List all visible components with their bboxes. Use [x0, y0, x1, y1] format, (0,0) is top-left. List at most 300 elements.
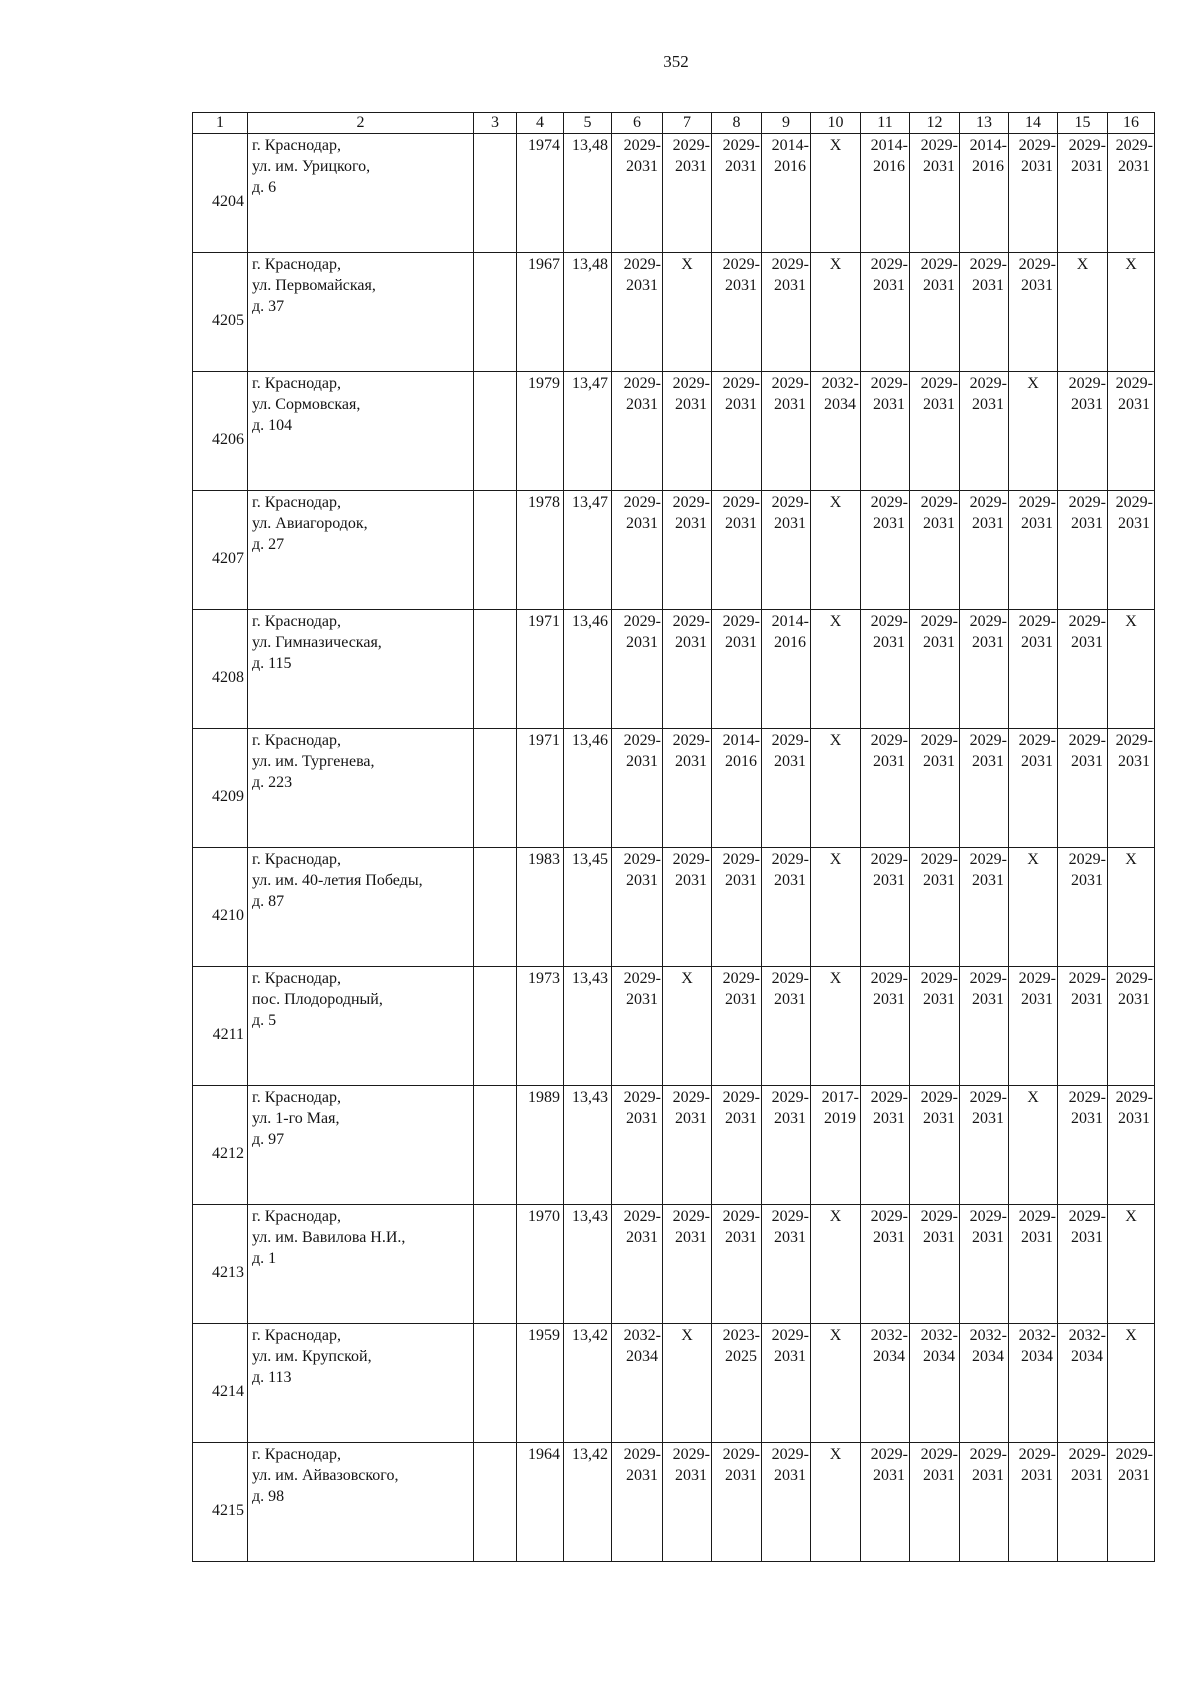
period-cell-col10 — [811, 1324, 861, 1443]
period-cell-col13 — [960, 1086, 1009, 1205]
value-cell: 13,42 — [564, 1324, 612, 1443]
year-cell: 1971 — [517, 729, 564, 848]
period-cell-col10 — [811, 372, 861, 491]
period-start: 2023- — [722, 1327, 760, 1344]
period-cell-col13 — [960, 253, 1009, 372]
row-id-cell — [193, 1324, 248, 1443]
period-start: 2029- — [920, 137, 958, 154]
period-cell-col12 — [910, 848, 960, 967]
period-start: Х — [1076, 256, 1089, 273]
period-end: 2031 — [774, 514, 806, 532]
period-end: 2031 — [923, 871, 955, 889]
column-header-3: 3 — [474, 113, 517, 134]
col3-cell — [474, 134, 517, 253]
period-cell-col11 — [861, 491, 910, 610]
year-cell: 1971 — [517, 610, 564, 729]
period-cell-col7 — [663, 610, 712, 729]
period-cell-col11 — [861, 729, 910, 848]
address-cell — [248, 848, 474, 967]
address-line: г. Краснодар, — [252, 256, 341, 273]
value-cell: 13,43 — [564, 1086, 612, 1205]
period-end: 2031 — [923, 276, 955, 294]
row-id-cell — [193, 253, 248, 372]
period-start: 2029- — [771, 851, 809, 868]
period-cell-col13 — [960, 729, 1009, 848]
period-cell-col7 — [663, 1086, 712, 1205]
period-start: 2029- — [969, 1208, 1007, 1225]
address-line: д. 5 — [252, 1011, 277, 1029]
period-cell-col7 — [663, 1205, 712, 1324]
period-end: 2031 — [725, 395, 757, 413]
period-start: 2032- — [870, 1327, 908, 1344]
period-end: 2031 — [1021, 276, 1053, 294]
period-end: 2031 — [923, 990, 955, 1008]
column-header-9: 9 — [762, 113, 811, 134]
period-cell-col7 — [663, 729, 712, 848]
period-end: 2031 — [1118, 514, 1150, 532]
col3-cell — [474, 729, 517, 848]
period-cell-col9 — [762, 1205, 811, 1324]
column-header-6: 6 — [612, 113, 663, 134]
period-end: 2031 — [675, 514, 707, 532]
period-start: Х — [1027, 851, 1039, 868]
period-start: Х — [1125, 613, 1137, 630]
period-cell-col10 — [811, 729, 861, 848]
period-cell-col11 — [861, 253, 910, 372]
period-cell-col9 — [762, 372, 811, 491]
period-start: 2029- — [722, 137, 760, 154]
period-cell-col7 — [663, 848, 712, 967]
period-end: 2031 — [774, 276, 806, 294]
period-cell-col10 — [811, 253, 861, 372]
table-row — [193, 1324, 1155, 1443]
period-cell-col7 — [663, 134, 712, 253]
col3-cell — [474, 1086, 517, 1205]
period-cell-col13 — [960, 610, 1009, 729]
address-line: ул. им. Урицкого, — [252, 157, 371, 175]
period-cell-col12 — [910, 1324, 960, 1443]
year-cell: 1974 — [517, 134, 564, 253]
column-header-14: 14 — [1009, 113, 1058, 134]
page-number: 352 — [663, 52, 689, 71]
period-start: 2032- — [920, 1327, 958, 1344]
period-cell-col14 — [1009, 372, 1058, 491]
period-cell-col12 — [910, 1205, 960, 1324]
period-cell-col15 — [1058, 372, 1108, 491]
period-end: 2031 — [972, 633, 1004, 651]
period-cell-col15 — [1058, 967, 1108, 1086]
period-start: 2029- — [870, 1446, 908, 1463]
period-end: 2031 — [626, 276, 658, 294]
period-start: 2029- — [623, 1446, 661, 1463]
period-cell-col13 — [960, 1443, 1009, 1562]
period-end: 2016 — [873, 157, 905, 175]
period-cell-col8 — [712, 1443, 762, 1562]
period-cell-col14 — [1009, 253, 1058, 372]
period-cell-col8 — [712, 1324, 762, 1443]
period-start: 2014- — [771, 613, 809, 630]
period-start: 2029- — [1068, 1446, 1106, 1463]
period-start: 2029- — [969, 732, 1007, 749]
period-start: 2029- — [870, 1089, 908, 1106]
period-cell-col16 — [1108, 372, 1155, 491]
period-cell-col13 — [960, 967, 1009, 1086]
address-line: д. 113 — [252, 1368, 292, 1386]
period-start: 2029- — [870, 494, 908, 511]
period-cell-col15 — [1058, 1205, 1108, 1324]
period-end: 2031 — [626, 752, 658, 770]
period-start: 2029- — [1018, 970, 1056, 987]
table-row — [193, 491, 1155, 610]
period-end: 2031 — [923, 633, 955, 651]
period-start: 2029- — [969, 613, 1007, 630]
period-end: 2031 — [626, 633, 658, 651]
period-cell-col8 — [712, 848, 762, 967]
row-id: 4215 — [212, 1501, 244, 1519]
period-cell-col12 — [910, 1086, 960, 1205]
period-end: 2031 — [626, 1228, 658, 1246]
period-end: 2034 — [1021, 1347, 1053, 1365]
table-row — [193, 967, 1155, 1086]
period-start: Х — [829, 1446, 842, 1463]
period-cell-col10 — [811, 967, 861, 1086]
period-cell-col6 — [612, 491, 663, 610]
period-start: 2029- — [623, 613, 661, 630]
period-cell-col16 — [1108, 610, 1155, 729]
period-cell-col14 — [1009, 610, 1058, 729]
period-cell-col9 — [762, 1443, 811, 1562]
period-end: 2031 — [626, 157, 658, 175]
period-start: Х — [1125, 1208, 1137, 1225]
period-start: 2029- — [1068, 970, 1106, 987]
period-start: 2029- — [1115, 970, 1153, 987]
period-end: 2031 — [1021, 990, 1053, 1008]
period-end: 2031 — [972, 990, 1004, 1008]
column-header-12: 12 — [910, 113, 960, 134]
period-cell-col6 — [612, 610, 663, 729]
period-start: 2029- — [920, 613, 958, 630]
address-line: ул. им. Вавилова Н.И., — [252, 1228, 406, 1246]
period-start: 2029- — [1018, 732, 1056, 749]
row-id: 4210 — [212, 906, 244, 924]
period-end: 2031 — [972, 871, 1004, 889]
period-start: Х — [829, 494, 842, 511]
period-end: 2031 — [1021, 752, 1053, 770]
period-start: 2029- — [722, 256, 760, 273]
period-end: 2031 — [923, 752, 955, 770]
col3-cell — [474, 491, 517, 610]
address-line: д. 98 — [252, 1487, 285, 1505]
address-line: г. Краснодар, — [252, 375, 341, 392]
period-start: 2029- — [1068, 851, 1106, 868]
period-end: 2031 — [923, 157, 955, 175]
period-cell-col16 — [1108, 1086, 1155, 1205]
period-end: 2031 — [1118, 1109, 1150, 1127]
address-line: г. Краснодар, — [252, 494, 341, 511]
period-cell-col14 — [1009, 1086, 1058, 1205]
period-end: 2031 — [1071, 633, 1103, 651]
period-end: 2031 — [626, 871, 658, 889]
period-cell-col8 — [712, 491, 762, 610]
period-end: 2031 — [1071, 157, 1103, 175]
period-end: 2031 — [1071, 1228, 1103, 1246]
period-start: 2029- — [722, 375, 760, 392]
address-line: д. 6 — [252, 178, 277, 196]
column-header-2: 2 — [248, 113, 474, 134]
period-cell-col15 — [1058, 1086, 1108, 1205]
row-id-cell — [193, 1205, 248, 1324]
row-id-cell — [193, 1086, 248, 1205]
period-cell-col12 — [910, 729, 960, 848]
table-row — [193, 134, 1155, 253]
period-cell-col11 — [861, 967, 910, 1086]
row-id: 4204 — [212, 192, 244, 210]
period-end: 2031 — [1021, 1466, 1053, 1484]
period-cell-col6 — [612, 1086, 663, 1205]
column-header-16: 16 — [1108, 113, 1155, 134]
address-cell — [248, 253, 474, 372]
period-cell-col10 — [811, 1443, 861, 1562]
period-end: 2031 — [725, 1466, 757, 1484]
period-start: 2029- — [623, 732, 661, 749]
period-cell-col8 — [712, 253, 762, 372]
period-start: 2029- — [722, 1208, 760, 1225]
period-cell-col12 — [910, 491, 960, 610]
value-cell: 13,45 — [564, 848, 612, 967]
year-cell: 1978 — [517, 491, 564, 610]
address-line: д. 1 — [252, 1249, 277, 1267]
period-cell-col8 — [712, 1205, 762, 1324]
period-cell-col6 — [612, 1205, 663, 1324]
period-end: 2031 — [626, 990, 658, 1008]
period-start: 2029- — [771, 494, 809, 511]
period-cell-col6 — [612, 253, 663, 372]
address-cell — [248, 729, 474, 848]
period-cell-col7 — [663, 967, 712, 1086]
period-start: 2029- — [623, 375, 661, 392]
table-row — [193, 372, 1155, 491]
col3-cell — [474, 253, 517, 372]
value-cell: 13,43 — [564, 967, 612, 1086]
period-cell-col14 — [1009, 1205, 1058, 1324]
col3-cell — [474, 967, 517, 1086]
period-cell-col10 — [811, 848, 861, 967]
period-end: 2031 — [1071, 395, 1103, 413]
period-cell-col14 — [1009, 134, 1058, 253]
address-line: д. 97 — [252, 1130, 285, 1148]
period-cell-col8 — [712, 967, 762, 1086]
year-cell: 1959 — [517, 1324, 564, 1443]
period-end: 2016 — [774, 633, 806, 651]
period-end: 2031 — [873, 395, 905, 413]
period-end: 2031 — [774, 1109, 806, 1127]
period-end: 2031 — [1071, 1109, 1103, 1127]
year-cell: 1979 — [517, 372, 564, 491]
period-start: Х — [829, 1208, 842, 1225]
period-cell-col9 — [762, 491, 811, 610]
period-start: 2029- — [1115, 732, 1153, 749]
period-start: 2029- — [771, 1446, 809, 1463]
period-start: 2029- — [1018, 494, 1056, 511]
period-cell-col14 — [1009, 848, 1058, 967]
period-end: 2034 — [873, 1347, 905, 1365]
address-line: г. Краснодар, — [252, 970, 341, 987]
period-start: 2014- — [722, 732, 760, 749]
period-cell-col15 — [1058, 610, 1108, 729]
period-start: 2029- — [672, 851, 710, 868]
period-end: 2031 — [1071, 514, 1103, 532]
address-line: д. 223 — [252, 773, 293, 791]
address-line: г. Краснодар, — [252, 732, 341, 749]
period-start: 2029- — [771, 256, 809, 273]
address-cell — [248, 491, 474, 610]
address-line: г. Краснодар, — [252, 1089, 341, 1106]
period-end: 2025 — [725, 1347, 757, 1365]
period-cell-col12 — [910, 967, 960, 1086]
period-start: 2029- — [672, 494, 710, 511]
address-line: ул. Авиагородок, — [252, 514, 368, 532]
period-cell-col12 — [910, 134, 960, 253]
table-row — [193, 1086, 1155, 1205]
period-cell-col12 — [910, 253, 960, 372]
year-cell: 1967 — [517, 253, 564, 372]
period-cell-col16 — [1108, 967, 1155, 1086]
period-end: 2031 — [675, 1228, 707, 1246]
period-cell-col14 — [1009, 1324, 1058, 1443]
period-end: 2031 — [1071, 871, 1103, 889]
row-id: 4212 — [212, 1144, 244, 1162]
period-start: Х — [829, 970, 842, 987]
period-start: 2029- — [920, 970, 958, 987]
period-start: 2014- — [870, 137, 908, 154]
period-end: 2016 — [972, 157, 1004, 175]
period-cell-col9 — [762, 253, 811, 372]
period-start: 2029- — [969, 494, 1007, 511]
period-cell-col6 — [612, 729, 663, 848]
address-line: г. Краснодар, — [252, 613, 341, 630]
row-id: 4213 — [212, 1263, 244, 1281]
period-start: 2029- — [969, 851, 1007, 868]
period-cell-col6 — [612, 134, 663, 253]
value-cell: 13,42 — [564, 1443, 612, 1562]
value-cell: 13,43 — [564, 1205, 612, 1324]
period-end: 2031 — [675, 752, 707, 770]
period-cell-col10 — [811, 491, 861, 610]
period-end: 2031 — [873, 633, 905, 651]
period-start: Х — [829, 732, 842, 749]
col3-cell — [474, 1205, 517, 1324]
address-line: д. 87 — [252, 892, 285, 910]
period-start: 2029- — [771, 1089, 809, 1106]
period-cell-col9 — [762, 610, 811, 729]
address-cell — [248, 134, 474, 253]
period-cell-col11 — [861, 1205, 910, 1324]
period-start: 2029- — [870, 256, 908, 273]
period-cell-col11 — [861, 1086, 910, 1205]
housing-repair-schedule-table — [192, 112, 1155, 1562]
period-cell-col9 — [762, 729, 811, 848]
period-end: 2031 — [1118, 1466, 1150, 1484]
address-line: ул. им. Крупской, — [252, 1347, 372, 1365]
year-cell: 1964 — [517, 1443, 564, 1562]
period-start: 2029- — [672, 1089, 710, 1106]
column-header-5: 5 — [564, 113, 612, 134]
year-cell: 1970 — [517, 1205, 564, 1324]
period-start: 2029- — [1018, 256, 1056, 273]
period-cell-col9 — [762, 1086, 811, 1205]
period-end: 2031 — [972, 1228, 1004, 1246]
period-cell-col7 — [663, 253, 712, 372]
period-cell-col6 — [612, 372, 663, 491]
period-cell-col12 — [910, 372, 960, 491]
period-end: 2031 — [675, 395, 707, 413]
period-cell-col6 — [612, 1324, 663, 1443]
period-end: 2031 — [1118, 157, 1150, 175]
period-cell-col11 — [861, 372, 910, 491]
period-start: 2029- — [623, 1208, 661, 1225]
period-end: 2031 — [873, 990, 905, 1008]
period-end: 2031 — [972, 395, 1004, 413]
period-cell-col16 — [1108, 1324, 1155, 1443]
period-end: 2031 — [675, 157, 707, 175]
period-end: 2031 — [972, 1109, 1004, 1127]
period-end: 2031 — [774, 1228, 806, 1246]
period-end: 2031 — [873, 276, 905, 294]
period-end: 2031 — [725, 1109, 757, 1127]
period-end: 2016 — [774, 157, 806, 175]
column-header-11: 11 — [861, 113, 910, 134]
period-cell-col12 — [910, 610, 960, 729]
column-header-8: 8 — [712, 113, 762, 134]
address-cell — [248, 610, 474, 729]
period-end: 2031 — [675, 871, 707, 889]
column-header-13: 13 — [960, 113, 1009, 134]
period-end: 2031 — [725, 276, 757, 294]
period-end: 2031 — [774, 1466, 806, 1484]
value-cell: 13,48 — [564, 253, 612, 372]
period-start: 2029- — [623, 1089, 661, 1106]
period-cell-col11 — [861, 134, 910, 253]
address-line: ул. Сормовская, — [252, 395, 361, 413]
period-cell-col9 — [762, 967, 811, 1086]
period-start: 2029- — [1115, 1089, 1153, 1106]
period-cell-col16 — [1108, 1205, 1155, 1324]
period-cell-col15 — [1058, 134, 1108, 253]
period-start: 2029- — [1018, 1446, 1056, 1463]
period-start: Х — [829, 1327, 842, 1344]
address-line: ул. Первомайская, — [252, 276, 376, 294]
period-end: 2031 — [1021, 633, 1053, 651]
period-start: 2029- — [722, 1446, 760, 1463]
period-start: 2029- — [1068, 1208, 1106, 1225]
address-cell — [248, 372, 474, 491]
period-start: 2029- — [672, 375, 710, 392]
address-cell — [248, 1324, 474, 1443]
period-cell-col16 — [1108, 848, 1155, 967]
period-end: 2031 — [972, 276, 1004, 294]
period-cell-col15 — [1058, 253, 1108, 372]
period-cell-col11 — [861, 1324, 910, 1443]
period-start: 2029- — [870, 375, 908, 392]
period-cell-col9 — [762, 1324, 811, 1443]
period-start: 2029- — [722, 970, 760, 987]
table-row — [193, 848, 1155, 967]
period-start: 2032- — [1068, 1327, 1106, 1344]
header-row — [193, 113, 1155, 134]
period-start: 2029- — [920, 851, 958, 868]
col3-cell — [474, 610, 517, 729]
period-start: 2029- — [920, 1446, 958, 1463]
